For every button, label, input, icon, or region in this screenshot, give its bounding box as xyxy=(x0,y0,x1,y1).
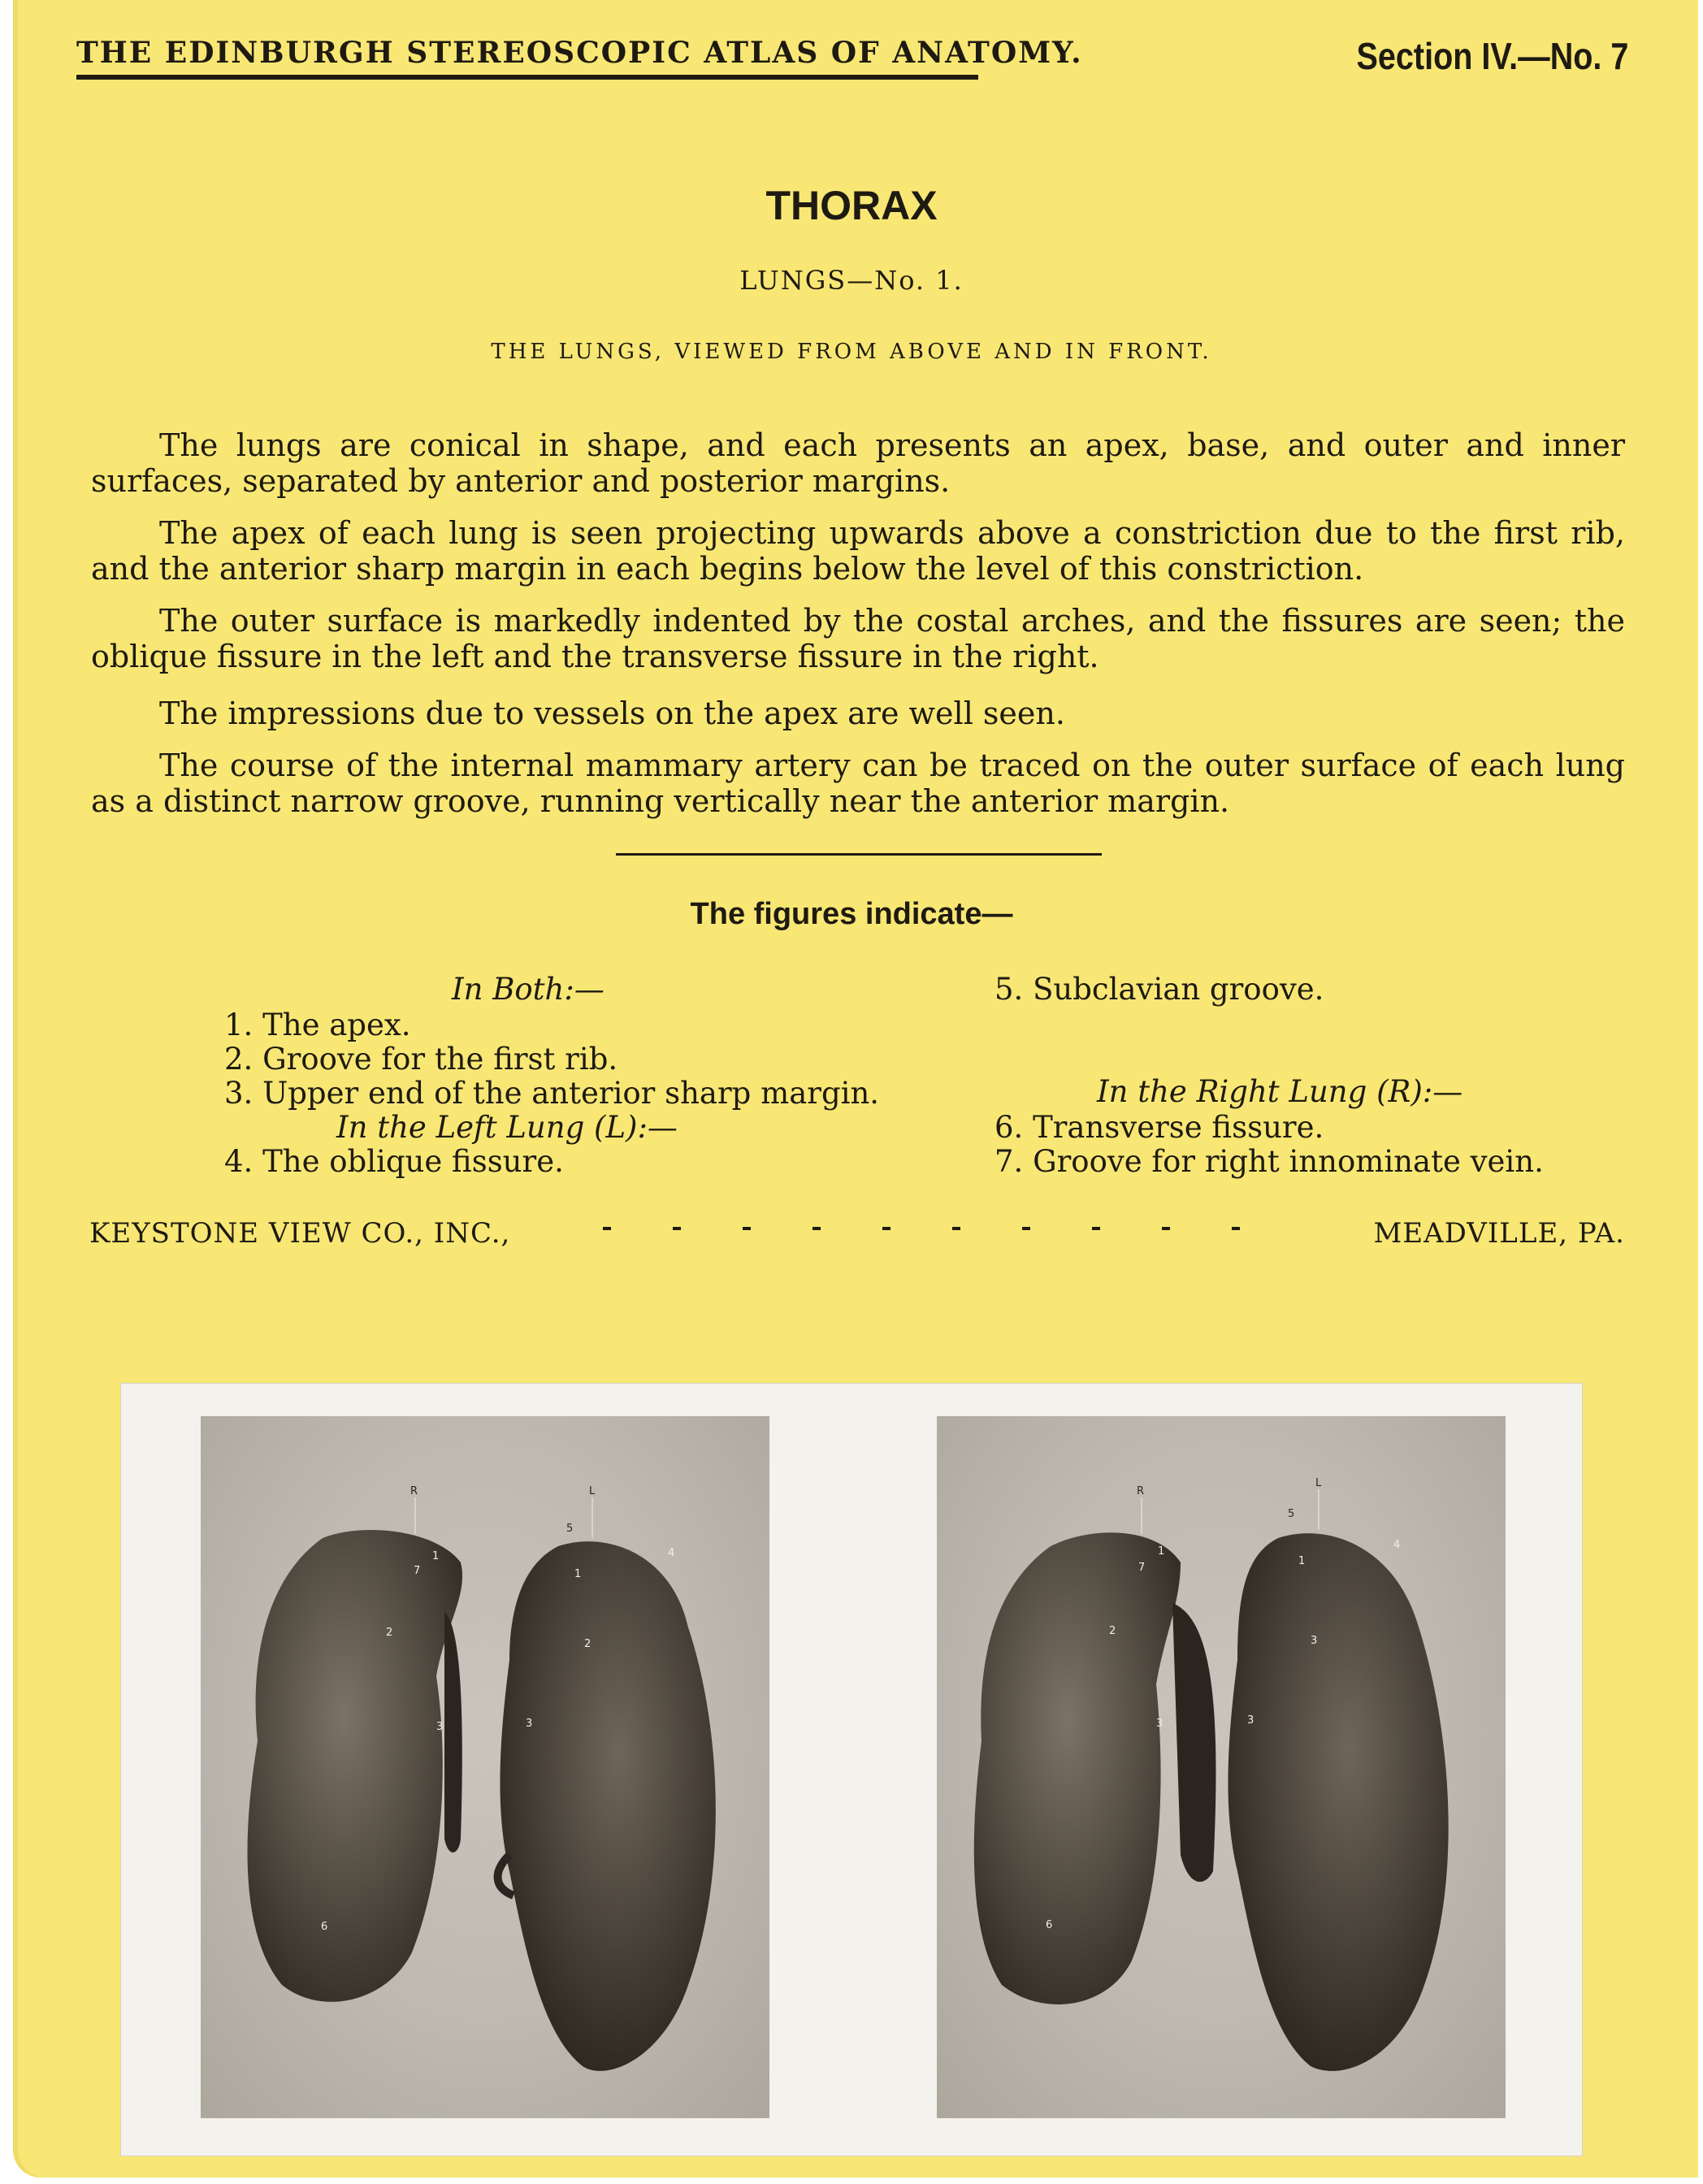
paragraph: The impressions due to vessels on the apex are well seen. xyxy=(159,696,1065,731)
legend-heading-right: In the Right Lung (R):— xyxy=(1097,1074,1463,1109)
label-3: 3 xyxy=(1156,1718,1164,1730)
paragraph: The outer surface is markedly indented by the costal arches, and the fissures are seen; the oblique fissure in the left and the transverse fissure in the right. xyxy=(91,603,1625,674)
header-underline xyxy=(76,75,978,80)
stereo-photo-left xyxy=(201,1416,769,2118)
figures-heading: The figures indicate— xyxy=(690,897,1013,931)
legend-item: 1. The apex. xyxy=(224,1008,411,1042)
legend-item: 7. Groove for right innominate vein. xyxy=(994,1144,1544,1179)
page-subtitle: LUNGS—No. 1. xyxy=(739,265,964,296)
label-4: 4 xyxy=(1393,1539,1401,1551)
label-L: L xyxy=(1315,1477,1322,1489)
legend-heading-left: In the Left Lung (L):— xyxy=(336,1110,678,1145)
label-2: 2 xyxy=(386,1627,393,1639)
atlas-title: THE EDINBURGH STEREOSCOPIC ATLAS OF ANATOMY. xyxy=(76,36,1083,70)
legend-item: 4. The oblique fissure. xyxy=(224,1144,564,1179)
publisher-name: KEYSTONE VIEW CO., INC., xyxy=(89,1217,511,1250)
label-1: 1 xyxy=(1158,1545,1165,1558)
label-3: 3 xyxy=(526,1718,533,1730)
section-divider xyxy=(616,853,1102,856)
paragraph: The lungs are conical in shape, and each presents an apex, base, and outer and inner surfaces, separated by anterior and posterior margins. xyxy=(91,427,1625,499)
label-7: 7 xyxy=(1138,1562,1146,1574)
paragraph: The apex of each lung is seen projecting upwards above a constriction due to the first rib, and the anterior sharp margin in each begins below the level of this constriction. xyxy=(91,515,1625,587)
label-3: 3 xyxy=(436,1721,444,1733)
stereograph-card xyxy=(120,1383,1583,2156)
page-title: THORAX xyxy=(765,183,938,228)
legend-item: 3. Upper end of the anterior sharp margin. xyxy=(224,1076,880,1111)
label-1: 1 xyxy=(432,1550,440,1562)
legend-item: 5. Subclavian groove. xyxy=(994,972,1324,1007)
legend-item: 2. Groove for the first rib. xyxy=(224,1042,618,1077)
label-R: R xyxy=(1137,1485,1145,1497)
section-number: Section IV.—No. 7 xyxy=(1356,35,1628,77)
label-1: 1 xyxy=(1298,1555,1306,1567)
label-3: 3 xyxy=(1247,1714,1254,1727)
lungs-photo-illustration xyxy=(201,1416,769,2118)
label-5: 5 xyxy=(566,1523,574,1535)
label-1: 1 xyxy=(574,1568,582,1580)
label-4: 4 xyxy=(668,1547,675,1559)
label-R: R xyxy=(410,1485,418,1497)
label-3: 3 xyxy=(1311,1635,1318,1647)
label-5: 5 xyxy=(1288,1508,1295,1520)
view-caption: THE LUNGS, VIEWED FROM ABOVE AND IN FRONT. xyxy=(491,340,1212,364)
label-6: 6 xyxy=(1046,1919,1053,1931)
paragraph: The course of the internal mammary artery can be traced on the outer surface of each lung as a distinct narrow groove, running vertically near the anterior margin. xyxy=(91,748,1625,819)
label-7: 7 xyxy=(414,1565,421,1577)
label-2: 2 xyxy=(1109,1625,1116,1637)
stereo-photo-right xyxy=(937,1416,1506,2118)
legend-item: 6. Transverse fissure. xyxy=(994,1110,1324,1145)
label-6: 6 xyxy=(321,1921,328,1933)
label-L: L xyxy=(589,1485,596,1497)
lungs-photo-illustration xyxy=(937,1416,1506,2118)
legend-heading-both: In Both:— xyxy=(452,972,604,1007)
publisher-location: MEADVILLE, PA. xyxy=(1373,1217,1625,1250)
label-2: 2 xyxy=(584,1638,592,1650)
